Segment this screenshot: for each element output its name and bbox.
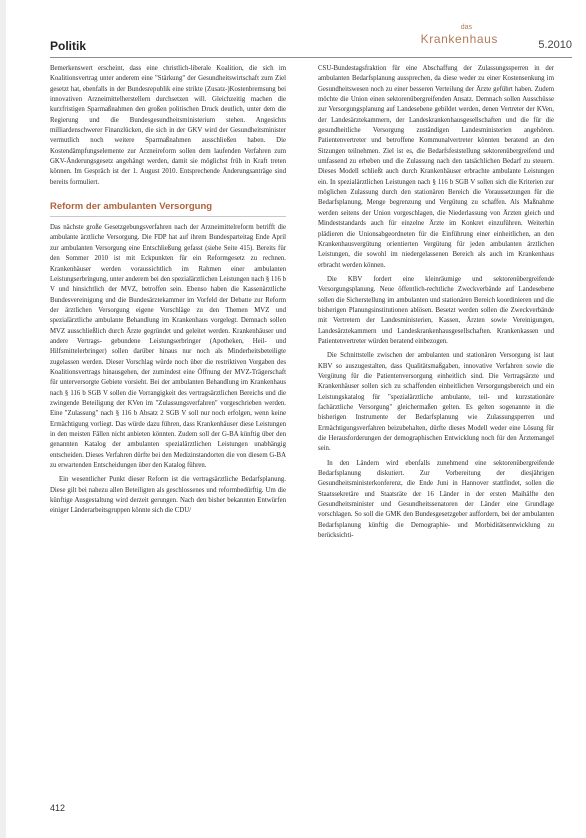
header-divider — [50, 57, 572, 58]
section-heading: Reform der ambulanten Versorgung — [50, 200, 286, 217]
page-number: 412 — [50, 803, 66, 813]
section-name: Politik — [50, 39, 87, 53]
body-paragraph: CSU-Bundestagsfraktion für eine Abschaffung der Zulassungssperren in der ambulanten Bedarfsplanung aussprechen, da diese weder zu einer Kostensenkung im Gesundheitswesen noch zu einer besseren Verteilung der Ärzte geführt haben. Zudem möchte die Union einen sektorenübergreifenden Ansatz. Demnach sollen Ausschüsse zur Versorgungsplanung auf Landesebene gebildet werden, denen Vertreter der KVen, der Landesärztekammern, der Landeskrankenhausgesellschaften und die für die gesundheitliche Versorgung zuständigen Landesministerien angehören. Patientenvertreter und betroffene Kommunalvertreter könnten beratend an den Sitzungen teilnehmen. Ziel ist es, die Bedarfsfeststellung sektorenübergreifend und umfassend zu erheben und die Zulassung nach den tatsächlichen Bedarf zu steuern. Dieses Modell schließt auch durch Krankenhäuser erbrachte ambulante Leistungen ein. In spezialärztlichen Leistungen nach § 116 b SGB V sollen sich die Kriterien zur möglichen Zulassung durch den stationären Bereich die Voraussetzungen für die Bedarfsplanung, Menge begrenzung und Vergütung zu schaffen. Als Maßnahme werden seitens der Union vorgeschlagen, die Niederlassung von Ärzten gleich und Mindeststandards auch für einzelne Ärzte im Konkret einzuführen. Weiterhin plädieren die Unionsabgeordneten für die Einführung einer einheitlichen, an den Krankenhausvergütung orientierten Vergütung für jeden ambulanten ärztlichen Leistungen, die sowohl im niedergelassenen Bereich als auch im Krankenhaus erbracht werden können. — [318, 65, 554, 269]
page-header — [50, 24, 572, 60]
scan-edge — [0, 0, 6, 838]
logo-wordmark: Krankenhaus — [420, 32, 498, 46]
left-column — [50, 64, 286, 521]
body-paragraph: In den Ländern wird ebenfalls zunehmend eine sektorenübergreifende Bedarfsplanung diskutiert. Zur Vorbereitung der diesjährigen Gesundheitsministerkonferenz, die Ende Juni in Hannover stattfindet, sollen die Staatssekretäre und Staatsräte der 16 Länder in der ersten Maihälfte den Gesundheitsminister und Gesundheitssenatoren der Länder eine Grundlage vorschlagen. So soll die GMK den Bundesgesetzgeber auffordern, bei der ambulanten Bedarfsplanung künftig die Demographie- und Morbiditätsentwicklung zu berücksichti- — [318, 459, 554, 540]
body-paragraph: Ein wesentlicher Punkt dieser Reform ist die vertragsärztliche Bedarfsplanung. Diese gilt bei nahezu allen Beteiligten als geschlossenes und reformbedürftig. Um die künftige Ausgestaltung wird derzeit gerungen. Nach den bisher bekannten Entwürfen einiger Länderarbeitsgruppen könnte sich die CDU/ — [50, 476, 286, 515]
logo-prefix: das — [460, 24, 472, 31]
body-paragraph: Das nächste große Gesetzgebungsverfahren nach der Arzneimittelreform betrifft die ambulante ärztliche Versorgung. Die FDP hat auf ihrem Bundesparteitag Ende April zur ambulanten Versorgung eine Entschließung gefasst (siehe Seite 415). Bereits für den Sommer 2010 ist mit Eckpunkten für ein Reformgesetz zu rechnen. Krankenhäuser werden voraussichtlich im Rahmen einer ambulanten Leistungserbringung, unter anderem bei den spezialärztlichen Leistungen nach § 116 b V und hinsichtlich der MVZ, betroffen sein. Ebenso haben die Kassenärztliche Bundesvereinigung und die Bundesärztekammer im Vorfeld der Debatte zur Reform der ärztlichen Versorgung eigene Vorschläge zu den Themen MVZ und spezialärztliche ambulante Behandlung im Krankenhaus vorgelegt. Demnach sollen MVZ ausschließlich durch Ärzte gegründet und geleitet werden. Krankenhäuser und andere Vertrags- gebundene Leistungserbringer (Apotheken, Heil- und Hilfsmittelerbringer) sollen darüber hinaus nur noch als Minderheitsbeteiligte zugelassen werden. Dieser Vorschlag würde noch über die restriktiven Vorgaben des Koalitionsvertrags hinausgehen, der zumindest eine Öffnung der MVZ-Trägerschaft für unterversorgte Gebiete vorsieht. Bei der ambulanten Behandlung im Krankenhaus nach § 116 b SGB V sollen die Vorrangigkeit des vertragsärztlichen Bereichs und die zwingende Beteiligung der KVen im "Zulassungsverfahren" vorgeschrieben werden. Eine "Zulassung" nach § 116 b Absatz 2 SGB V soll nur noch erfolgen, wenn keine Ermächtigung vorliegt. Das würde dazu führen, dass Krankenhäuser diese Leistungen in den meisten Fällen nicht anbieten könnten. Zudem soll der G-BA künftig über den genannten Katalog der ambulanten spezialärztlichen Leistungen unabhängig entscheiden. Dieses Verfahren dürfte bei den Medizinstandorten die von diesem G-BA zu erwartenden Entscheidungen über den Katalog führen. — [50, 224, 286, 470]
intro-paragraph: Bemerkenswert erscheint, dass eine christlich-liberale Koalition, die sich im Koalitionsvertrag unter anderem eine "Stärkung" der Gesundheitswirtschaft zum Ziel gesetzt hat, ebenfalls in der Bundesrepublik eine strikte (Zusatz-)Kostenbremsung bei innovativen Arzneimittelherstellern durchsetzen will. Gleichzeitig machen die kurzfristigen Sparmaßnahmen den großen politischen Druck deutlich, unter dem die Regierung und die Bundesgesundheitsministerium stehen. Angesichts milliardenschwerer Finanzlücken, die sich in der GKV wird der Gesundheitsminister vermutlich noch weitere Sparmaßnahmen ausschließen haben. Die Kostendämpfungselemente zur Arzneireform sollen dem laufenden Verfahren zum GKV-Änderungsgesetz angehängt werden, damit sie möglichst früh in Kraft treten können. Im Gespräch ist der 1. August 2010. Entsprechende Änderungsanträge sind bereits formuliert. — [50, 65, 286, 186]
body-paragraph: Die KBV fordert eine kleinräumige und sektorenübergreifende Versorgungsplanung. Neue öffentlich-rechtliche Zweckverbände auf Landesebene sollen die Sicherstellung im ambulanten und stationären Bereich koordinieren und die bisherigen Planungsinstitutionen ablösen. Besetzt werden sollen die Zweckverbände mit Vertretern der Landesministerien, Kassen, Ärzten sowie Vereinigungen, Landesärztekammern und Landeskrankenhausgesellschaften. Krankenkassen und Patientenvertreter würden beratend einbezogen. — [318, 275, 554, 345]
issue-number: 5.2010 — [538, 39, 572, 51]
right-column — [318, 64, 554, 545]
magazine-logo — [421, 24, 498, 46]
body-paragraph: Die Schnittstelle zwischen der ambulanten und stationären Versorgung ist laut KBV so auszugestalten, dass Qualitätsmaßgaben, innovative Verfahren sowie die Vergütung für die Patientenversorgung einheitlich sind. Die Vertragsärzte und Krankenhäuser sollen sich zu schaffenden einheitlichen Versorgungsbereich und ein Leistungskatalog für "spezialärztliche ambulante, teil- und kurzstationäre fachärztliche Versorgung" gleichermaßen gelten. Es gelten sogenannte in die bisherigen Instrumente der Bedarfsplanung wie Zulassungsperren und Ermächtigungsverfahren beizubehalten, dürfte dieses Modell weder eine Lösung für die Herausforderungen der demographischen Entwicklung noch für den Ärztemangel sein. — [318, 352, 554, 453]
